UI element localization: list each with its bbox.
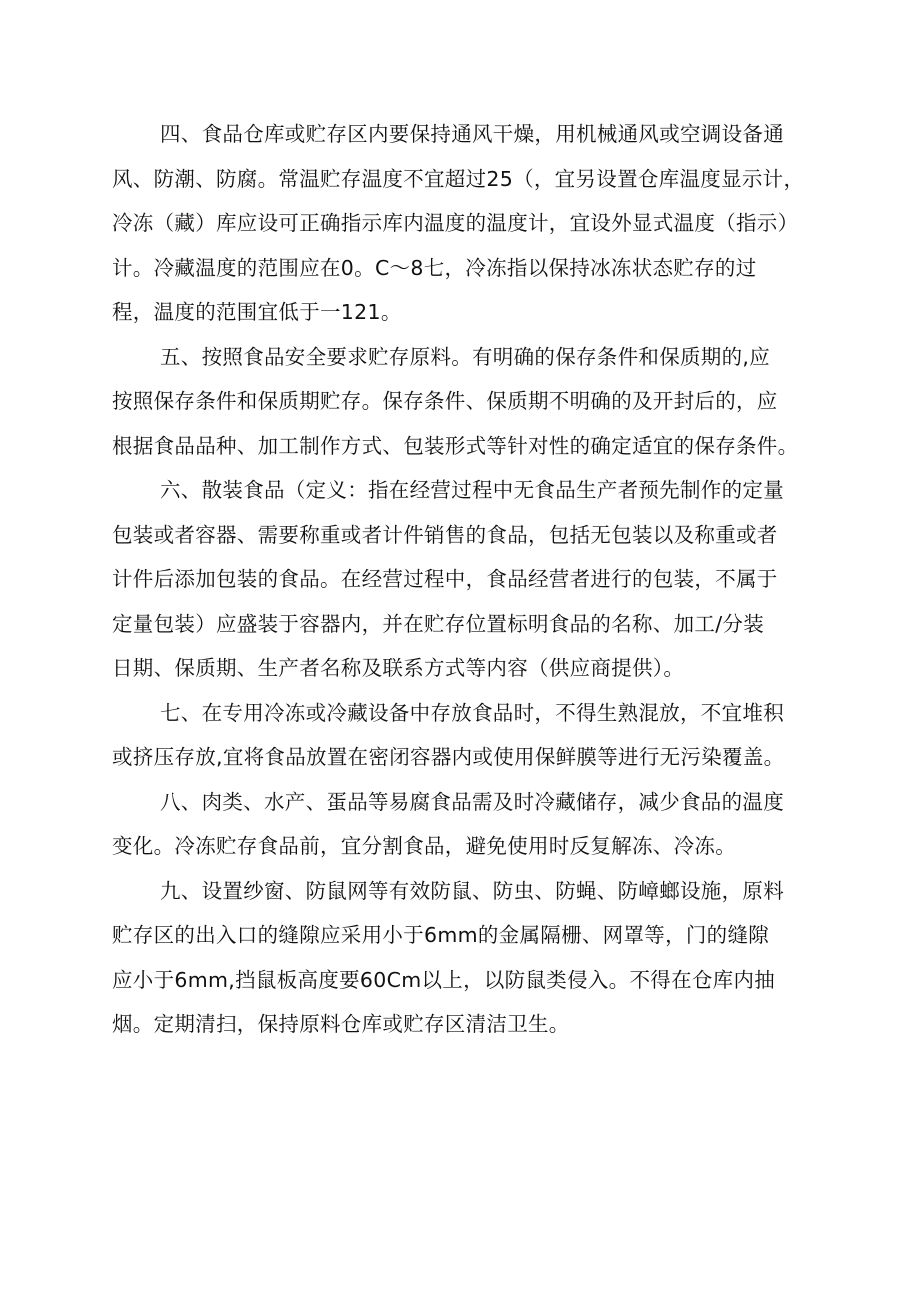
paragraph-line: 七、在专用冷冻或冷藏设备中存放食品时，不得生熟混放，不宜堆积 [160, 700, 784, 725]
paragraph-line: 贮存区的出入口的缝隙应采用小于6mm的金属隔栅、网罩等，门的缝隙 [112, 923, 770, 947]
paragraph-line: 按照保存条件和保质期贮存。保存条件、保质期不明确的及开封后的，应 [112, 389, 778, 413]
paragraph-line: 九、设置纱窗、防鼠网等有效防鼠、防虫、防蝇、防嶂螂设施，原料 [160, 878, 784, 903]
paragraph-7-refrigeration [112, 691, 822, 780]
document-body [112, 112, 822, 1047]
paragraph-line: 计。冷藏温度的范围应在0。C～8七，冷冻指以保持冰冻状态贮存的过 [112, 255, 757, 280]
paragraph-line: 烟。定期清扫，保持原料仓库或贮存区清洁卫生。 [112, 1012, 570, 1036]
paragraph-line: 定量包装）应盛装于容器内，并在贮存位置标明食品的名称、加工/分装 [112, 611, 765, 636]
paragraph-9-pest-control [112, 869, 822, 1047]
paragraph-line: 计件后添加包装的食品。在经营过程中，食品经营者进行的包装，不属于 [112, 567, 778, 591]
paragraph-line: 变化。冷冻贮存食品前，宜分割食品，避免使用时反复解冻、冷冻。 [112, 834, 736, 858]
paragraph-line: 八、肉类、水产、蛋品等易腐食品需及时冷藏储存，减少食品的温度 [160, 789, 784, 814]
paragraph-line: 四、食品仓库或贮存区内要保持通风干燥，用机械通风或空调设备通 [160, 122, 784, 146]
paragraph-line: 应小于6mm,挡鼠板高度要60Cm以上，以防鼠类侵入。不得在仓库内抽 [112, 967, 776, 992]
paragraph-line: 六、散装食品（定义：指在经营过程中无食品生产者预先制作的定量 [160, 478, 784, 502]
paragraph-line: 根据食品品种、加工制作方式、包装形式等针对性的确定适宜的保存条件。 [112, 433, 799, 458]
paragraph-line: 五、按照食品安全要求贮存原料。有明确的保存条件和保质期的,应 [160, 344, 771, 369]
paragraph-line: 日期、保质期、生产者名称及联系方式等内容（供应商提供）。 [112, 656, 685, 680]
paragraph-8-perishables [112, 780, 822, 869]
paragraph-6-bulk-food [112, 468, 822, 691]
paragraph-4-storage-ventilation [112, 112, 822, 335]
paragraph-line: 或挤压存放,宜将食品放置在密闭容器内或使用保鲜膜等进行无污染覆盖。 [112, 745, 785, 769]
paragraph-line: 冷冻（藏）库应设可正确指示库内温度的温度计，宜设外显式温度（指示） [112, 211, 799, 235]
paragraph-line: 包装或者容器、需要称重或者计件销售的食品，包括无包装以及称重或者 [112, 522, 778, 547]
paragraph-5-storage-requirements [112, 335, 822, 469]
paragraph-line: 风、防潮、防腐。常温贮存温度不宜超过25（，宜另设置仓库温度显示计， [112, 166, 805, 191]
paragraph-line: 程，温度的范围宜低于一121。 [112, 300, 402, 324]
